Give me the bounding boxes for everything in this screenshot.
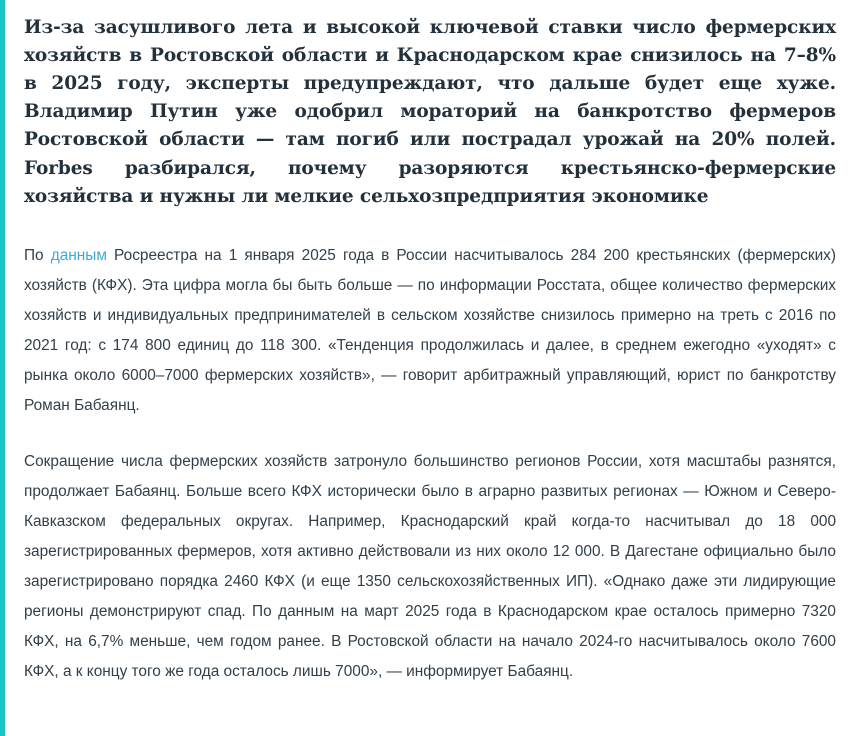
paragraph-1-rest: Росреестра на 1 января 2025 года в России насчитывалось 284 200 крестьянских (фермерских) хозяйств (КФХ). Эта цифра могла бы быть больше — по информации Росстата, общее количество фермерских хозяйств и индивидуальных предпринимателей в сельском хозяйстве снизилось примерно на треть с 2016 по 2021 год: с 174 800 единиц до 118 300. «Тенденция продолжилась и далее, в среднем ежегодно «уходят» с рынка около 6000–7000 фермерских хозяйств», — говорит арбитражный управляющий, юрист по банкротству Роман Бабаянц. xyxy=(24,246,837,414)
paragraph-2: Сокращение числа фермерских хозяйств затронуло большинство регионов России, хотя масштабы разнятся, продолжает Бабаянц. Больше всего КФХ исторически было в аграрно развитых регионах — Южном и Северо-Кавказском федеральных округах. Например, Краснодарский край когда-то насчитывал до 18 000 зарегистрированных фермеров, хотя активно действовали из них около 12 000. В Дагестане официально было зарегистрировано порядка 2460 КФХ (и еще 1350 сельскохозяйственных ИП). «Однако даже эти лидирующие регионы демонстрируют спад. По данным на март 2025 года в Краснодарском крае осталось примерно 7320 КФХ, на 6,7% меньше, чем годом ранее. В Ростовской области на начало 2024-го насчитывалось около 7600 КФХ, а к концу того же года осталось лишь 7000», — информирует Бабаянц. xyxy=(24,452,836,681)
paragraph-1-lead: По xyxy=(24,246,51,264)
paragraph-1 xyxy=(24,241,836,421)
accent-bar xyxy=(0,0,5,736)
article-lede: Из-за засушливого лета и высокой ключевой ставки число фермерских хозяйств в Ростовской области и Краснодарском крае снизилось на 7–8% в 2025 году, эксперты предупреждают, что дальше будет еще хуже. Владимир Путин уже одобрил мораторий на банкротство фермеров Ростовской области — там погиб или пострадал урожай на 20% полей. Forbes разбирался, почему разоряются крестьянско-фермерские хозяйства и нужны ли мелкие сельхозпредприятия экономике xyxy=(24,17,836,207)
source-link[interactable]: данным xyxy=(50,246,107,264)
article-body xyxy=(24,241,836,687)
